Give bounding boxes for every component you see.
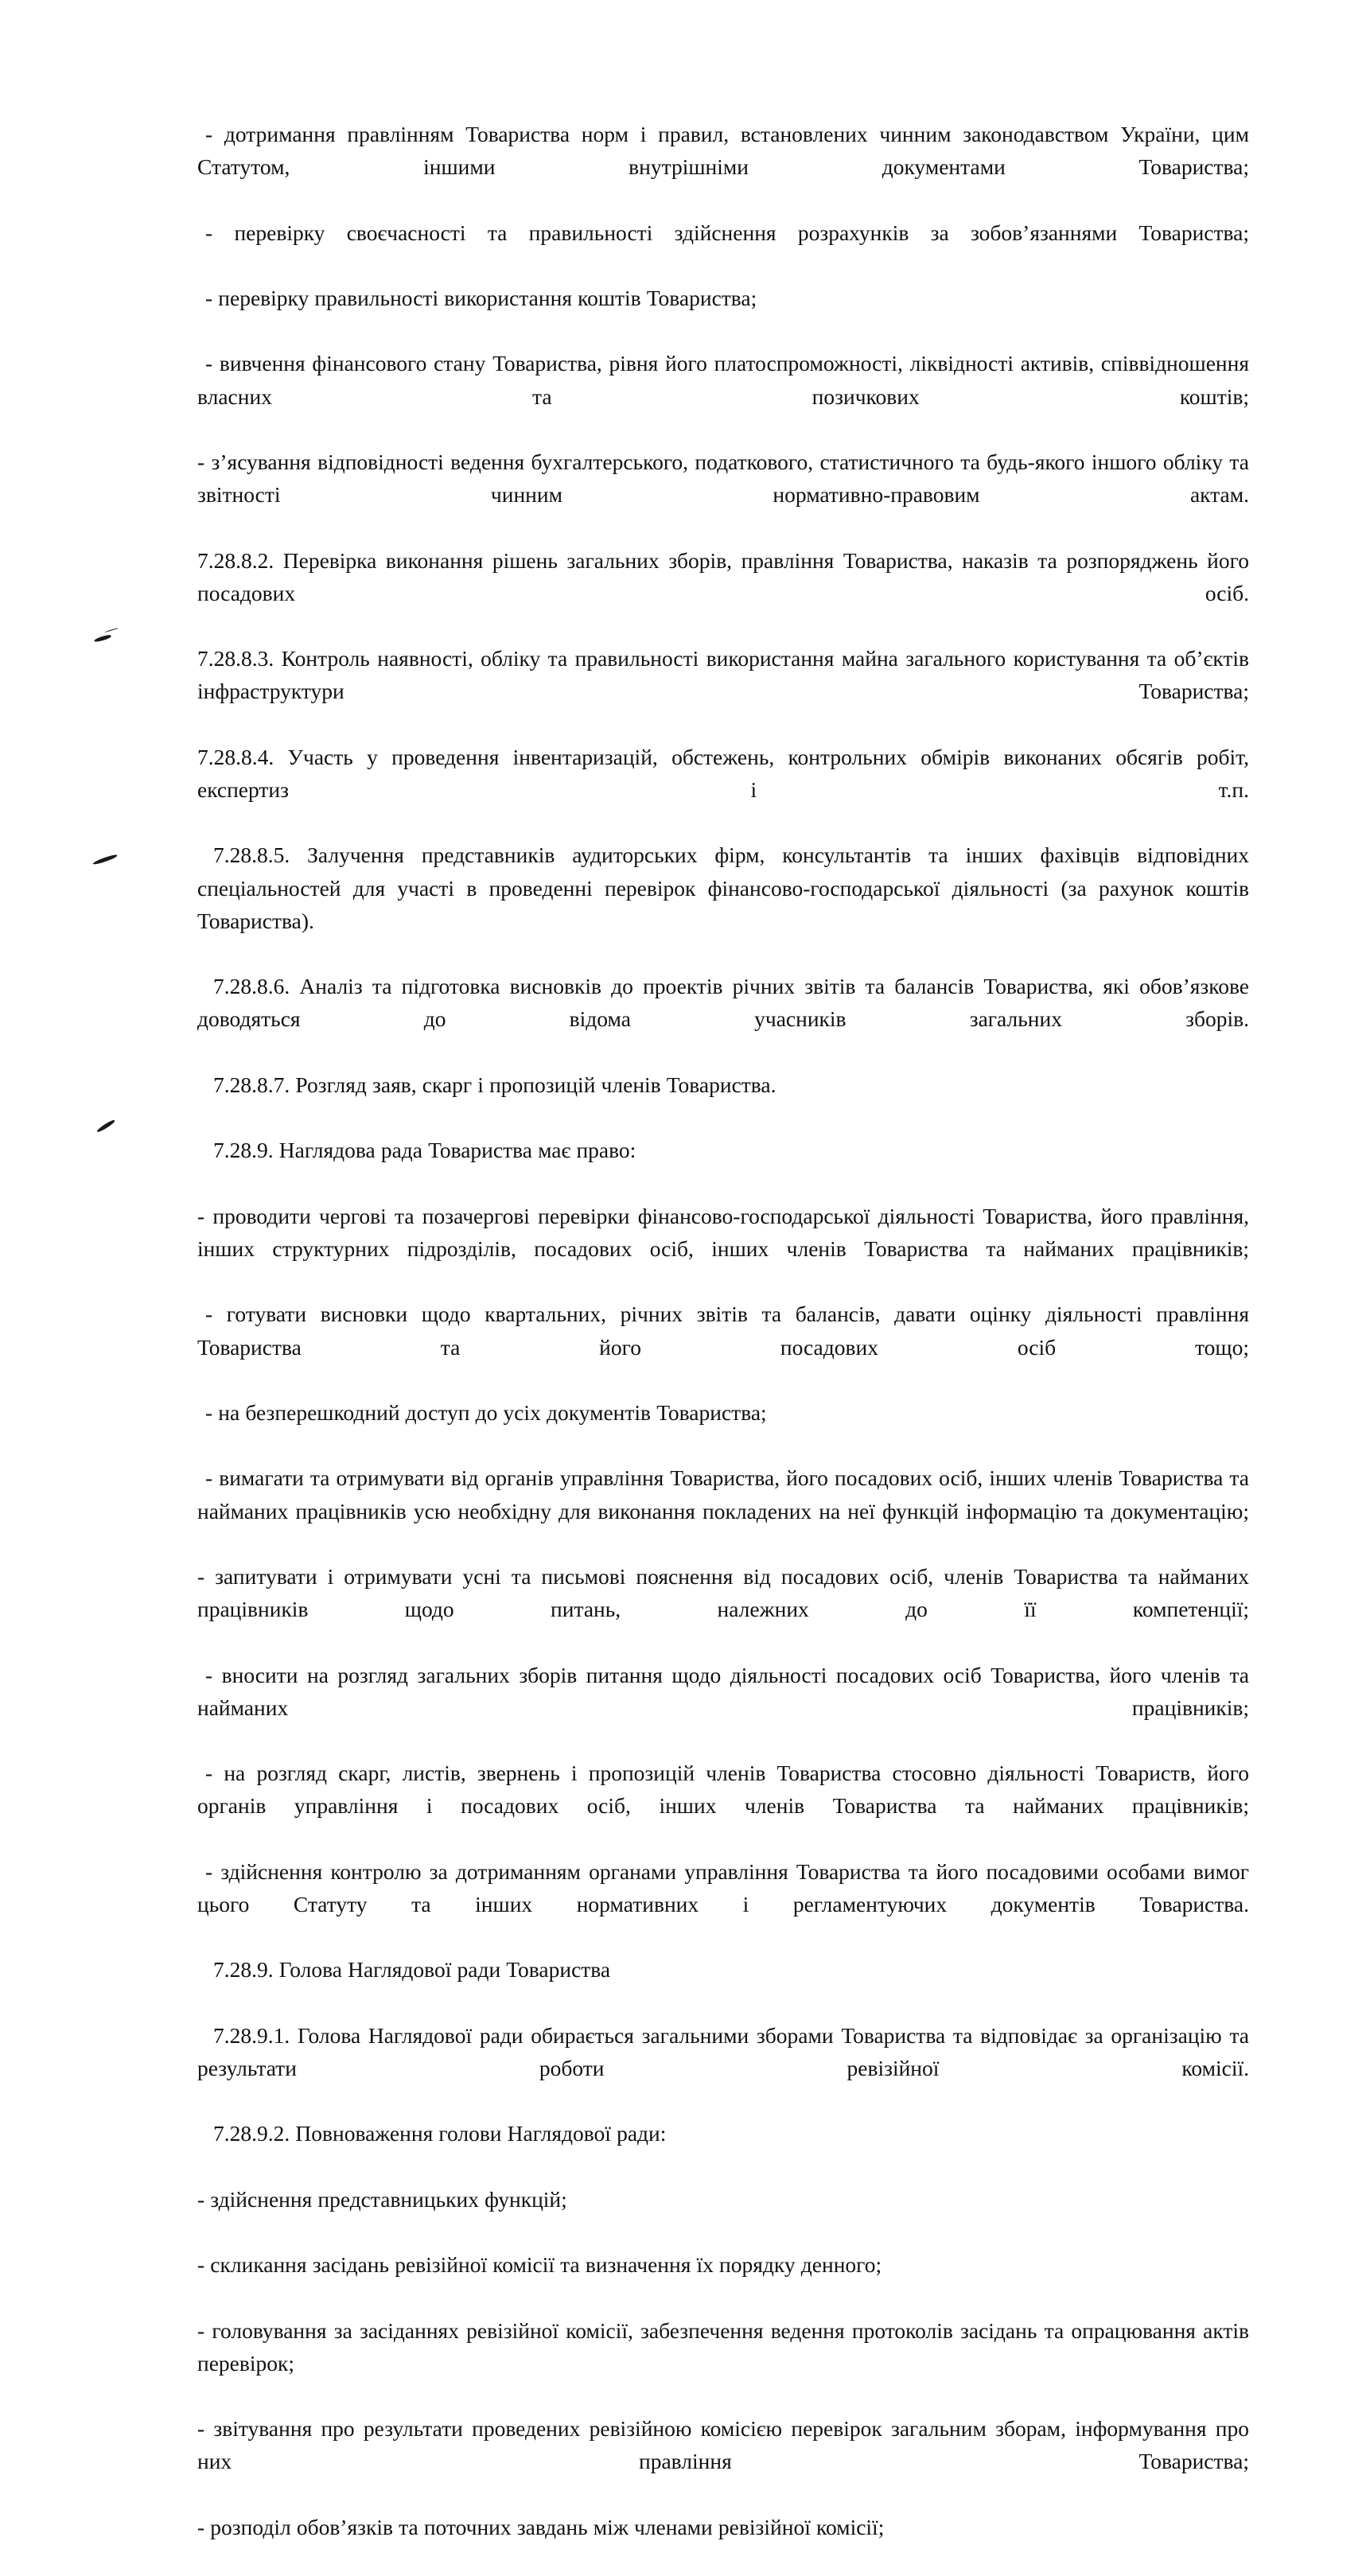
ink-speck-upper-icon: [94, 634, 112, 643]
document-paragraph: - на розгляд скарг, листів, звернень і пропозицій членів Товариства стосовно діяльності Товариств, його органів управління і посадових осіб, інших членів Товариства та найманих працівників;: [197, 1761, 1249, 1819]
document-paragraph: - розподіл обов’язків та поточних завдань між членами ревізійної комісії;: [197, 2514, 885, 2539]
document-paragraph: - скликання засідань ревізійної комісії та визначення їх порядку денного;: [197, 2252, 882, 2278]
document-paragraph: - на безперешкодний доступ до усіх документів Товариства;: [205, 1399, 767, 1425]
document-paragraph: - з’ясування відповідності ведення бухгалтерського, податкового, статистичного та будь-якого іншого обліку та звітності чинним нормативно-правовим актам.: [197, 449, 1249, 508]
document-paragraph: - проводити чергові та позачергові перевірки фінансово-господарської діяльності Товариства, його правління, інших структурних підрозділів, посадових осіб, інших членів Товариства та найманих працівників;: [197, 1203, 1249, 1261]
document-paragraph: - перевірку своєчасності та правильності здійснення розрахунків за зобов’язаннями Товариства;: [205, 220, 1249, 245]
document-paragraph: - вносити на розгляд загальних зборів питання щодо діяльності посадових осіб Товариства, його членів та найманих працівників;: [197, 1662, 1249, 1720]
document-paragraph: - здійснення представницьких функцій;: [197, 2186, 567, 2212]
document-paragraph: 7.28.9.1. Голова Наглядової ради обирається загальними зборами Товариства та відповідає за організацію та результати роботи ревізійної комісії.: [197, 2022, 1249, 2080]
document-paragraph: - вивчення фінансового стану Товариства, рівня його платоспроможності, ліквідності активів, співвідношення власних та позичкових коштів;: [197, 351, 1249, 409]
document-paragraph: 7.28.8.7. Розгляд заяв, скарг і пропозицій членів Товариства.: [213, 1072, 776, 1097]
document-paragraph: 7.28.8.3. Контроль наявності, обліку та правильності використання майна загального користування та об’єктів інфраструктури Товариства;: [197, 646, 1249, 704]
document-paragraph: - перевірку правильності використання коштів Товариства;: [205, 286, 757, 311]
document-paragraph: 7.28.8.4. Участь у проведення інвентаризацій, обстежень, контрольних обмірів виконаних обсягів робіт, експертиз і т.п.: [197, 744, 1249, 803]
document-paragraph: - дотримання правлінням Товариства норм і правил, встановлених чинним законодавством України, цим Статутом, іншими внутрішніми документами Товариства;: [197, 122, 1249, 180]
document-paragraph: - головування за засіданнях ревізійної комісії, забезпечення ведення протоколів засідань та опрацювання актів перевірок;: [197, 2317, 1249, 2376]
document-paragraph: 7.28.9. Наглядова рада Товариства має право:: [213, 1138, 636, 1163]
document-paragraph: - здійснення контролю за дотриманням органами управління Товариства та його посадовими особами вимог цього Статуту та інших нормативних і регламентуючих документів Товариства.: [197, 1858, 1249, 1916]
document-text-column: [197, 118, 1249, 2576]
document-paragraph: - звітування про результати проведених ревізійною комісією перевірок загальним зборам, інформування про них правління Товариства;: [197, 2416, 1249, 2474]
ink-speck-middle-icon: [92, 854, 118, 866]
document-paragraph: - вимагати та отримувати від органів управління Товариства, його посадових осіб, інших членів Товариства та найманих працівників усю необхідну для виконання покладених на неї функцій інформацію та документацію;: [197, 1465, 1249, 1523]
document-paragraph: - запитувати і отримувати усні та письмові пояснення від посадових осіб, членів Товариства та найманих працівників щодо питань, належних до її компетенції;: [197, 1563, 1249, 1622]
document-paragraph: 7.28.9. Голова Наглядової ради Товариства: [213, 1957, 611, 1983]
document-paragraph: - готувати висновки щодо квартальних, річних звітів та балансів, давати оцінку діяльності правління Товариства та його посадових осіб тощо;: [197, 1302, 1249, 1360]
document-paragraph: 7.28.8.2. Перевірка виконання рішень загальних зборів, правління Товариства, наказів та розпоряджень його посадових осіб.: [197, 547, 1249, 605]
ink-speck-lower-icon: [96, 1119, 116, 1133]
document-paragraph: 7.28.8.6. Аналіз та підготовка висновків до проектів річних звітів та балансів Товариства, які обов’язкове доводяться до відома учасників загальних зборів.: [197, 974, 1249, 1032]
document-paragraph: 7.28.9.2. Повноваження голови Наглядової ради:: [213, 2121, 667, 2146]
document-paragraph: 7.28.8.5. Залучення представників аудиторських фірм, консультантів та інших фахівців відповідних спеціальностей для участі в проведенні перевірок фінансово-господарської діяльності (за рахунок коштів Товариства).: [197, 842, 1249, 933]
